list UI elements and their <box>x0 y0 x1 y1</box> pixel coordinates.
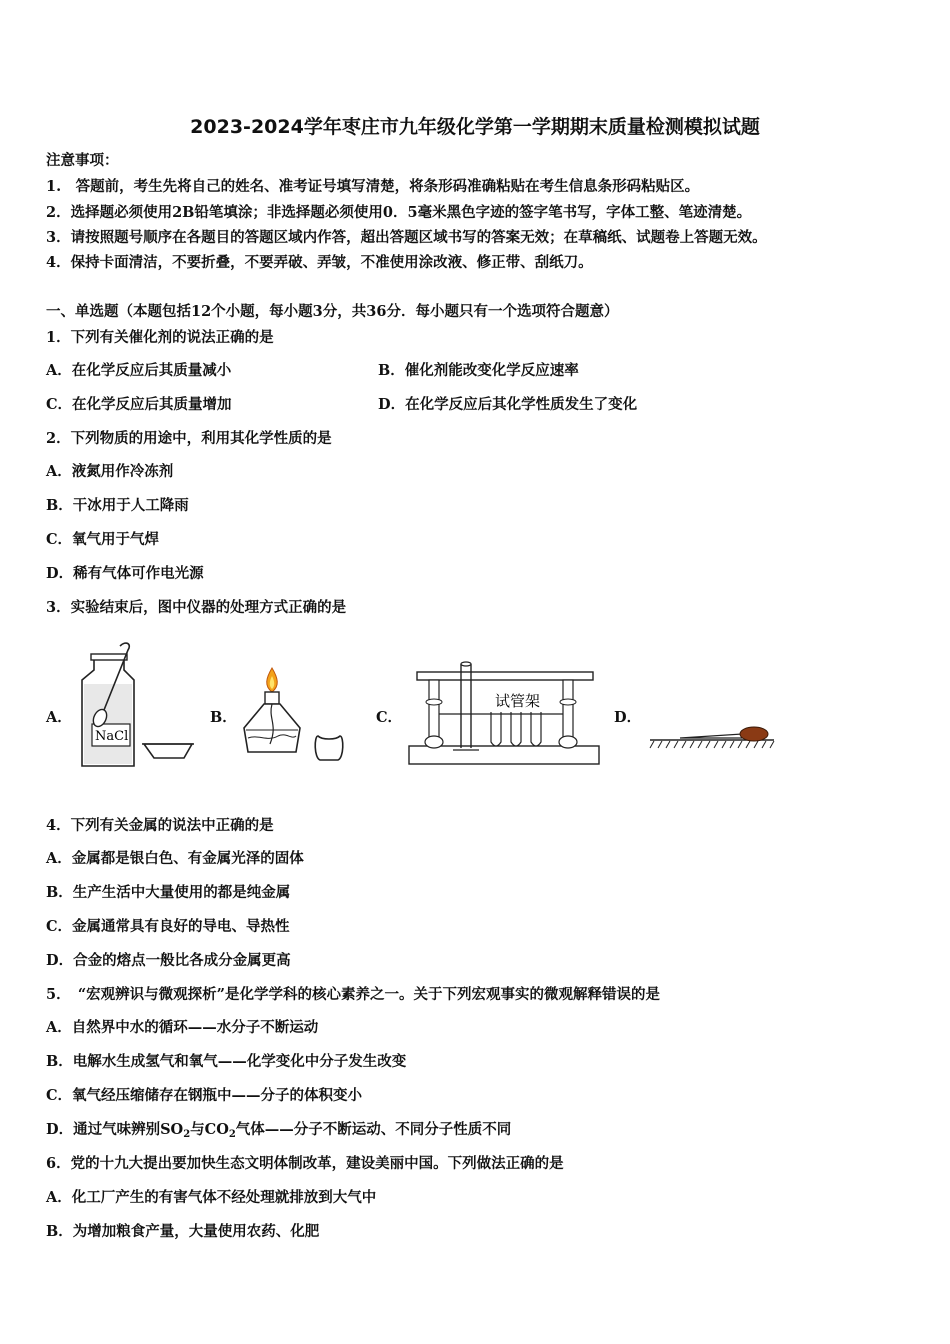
q4-stem: 4．下列有关金属的说法中正确的是 <box>46 817 274 834</box>
q5-option-c: C．氧气经压缩储存在钢瓶中——分子的体积变小 <box>46 1087 363 1104</box>
q1-option-c: C．在化学反应后其质量增加 <box>46 396 232 413</box>
q5-option-b: B．电解水生成氢气和氧气——化学变化中分子发生改变 <box>46 1053 407 1070</box>
q1-stem: 1．下列有关催化剂的说法正确的是 <box>46 329 274 346</box>
q2-option-c: C．氧气用于气焊 <box>46 531 160 548</box>
q6-stem: 6．党的十九大提出要加快生态文明体制改革，建设美丽中国。下列做法正确的是 <box>46 1155 564 1172</box>
q4-option-d: D．合金的熔点一般比各成分金属更高 <box>46 952 291 969</box>
q5-stem: 5． “宏观辨识与微观探析”是化学学科的核心素养之一。关于下列宏观事实的微观解释错误的是 <box>46 986 661 1003</box>
q4-option-c: C．金属通常具有良好的导电、导热性 <box>46 918 290 935</box>
figure-a-bottle-and-dish <box>76 640 196 770</box>
q3-label-a: A． <box>46 709 72 726</box>
q3-label-b: B． <box>210 709 237 726</box>
figure-c-test-tube-rack <box>407 662 607 772</box>
q3-stem: 3．实验结束后，图中仪器的处理方式正确的是 <box>46 599 347 616</box>
q4-option-a: A．金属都是银白色、有金属光泽的固体 <box>46 850 304 867</box>
q2-option-b: B．干冰用于人工降雨 <box>46 497 189 514</box>
q5-option-d: D．通过气味辨别$SO_2$与$CO_2$气体——分子不断运动、不同分子性质不同 <box>46 1121 512 1140</box>
q1-option-a: A．在化学反应后其质量减小 <box>46 362 232 379</box>
q3-label-c: C． <box>376 709 403 726</box>
q1-option-b: B．催化剂能改变化学反应速率 <box>378 362 579 379</box>
q3-label-d: D． <box>614 709 642 726</box>
notes-item: 2．选择题必须使用2B铅笔填涂；非选择题必须使用0．5毫米黑色字迹的签字笔书写，字体工整、笔迹清楚。 <box>46 204 752 221</box>
section-heading: 一、单选题（本题包括12个小题，每小题3分，共36分．每小题只有一个选项符合题意） <box>46 303 619 320</box>
figure-d-dropper-on-table <box>650 724 780 754</box>
q2-option-a: A．液氮用作冷冻剂 <box>46 463 174 480</box>
q1-option-d: D．在化学反应后其化学性质发生了变化 <box>378 396 638 413</box>
q2-stem: 2．下列物质的用途中，利用其化学性质的是 <box>46 430 332 447</box>
nacl-label: NaCl <box>95 729 129 744</box>
q6-option-b: B．为增加粮食产量，大量使用农药、化肥 <box>46 1223 320 1240</box>
notes-item: 4．保持卡面清洁，不要折叠，不要弄破、弄皱，不准使用涂改液、修正带、刮纸刀。 <box>46 254 593 271</box>
notes-heading: 注意事项： <box>46 152 119 169</box>
q6-option-a: A．化工厂产生的有害气体不经处理就排放到大气中 <box>46 1189 377 1206</box>
q5-option-a: A．自然界中水的循环——水分子不断运动 <box>46 1019 319 1036</box>
q4-option-b: B．生产生活中大量使用的都是纯金属 <box>46 884 291 901</box>
figure-b-alcohol-lamp <box>238 664 358 764</box>
page-title: 2023-2024学年枣庄市九年级化学第一学期期末质量检测模拟试题 <box>190 116 760 138</box>
q2-option-d: D．稀有气体可作电光源 <box>46 565 204 582</box>
rack-label: 试管架 <box>495 692 541 710</box>
notes-item: 1. 答题前，考生先将自己的姓名、准考证号填写清楚，将条形码准确粘贴在考生信息条形码粘贴区。 <box>46 178 700 195</box>
notes-item: 3．请按照题号顺序在各题目的答题区域内作答，超出答题区域书写的答案无效；在草稿纸、试题卷上答题无效。 <box>46 229 767 246</box>
